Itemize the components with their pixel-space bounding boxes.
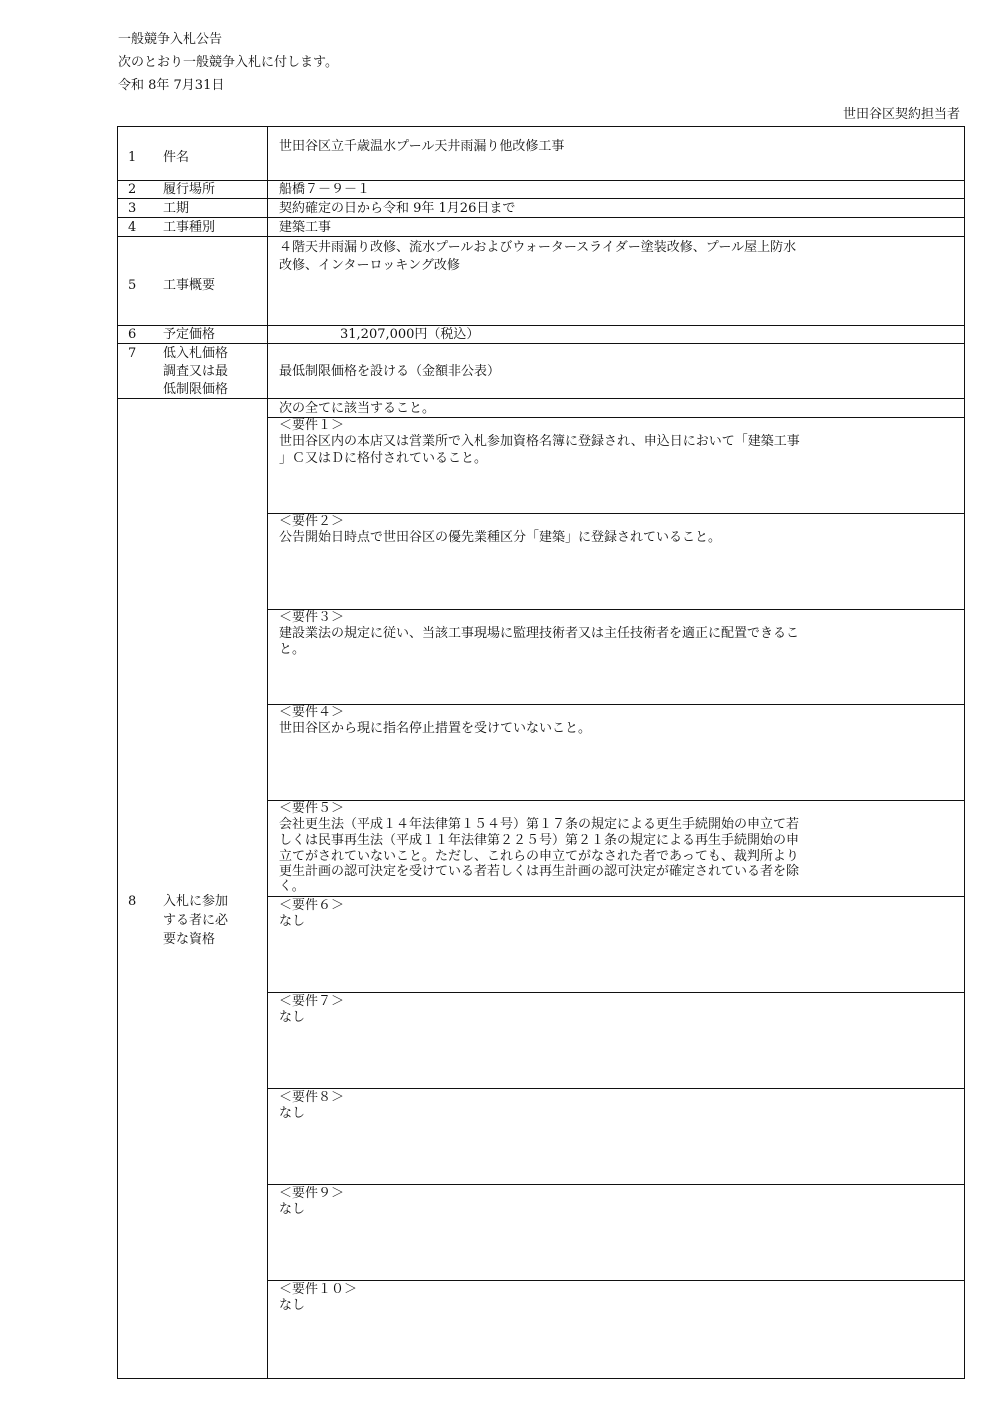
row-number: 3 xyxy=(128,201,137,216)
row-number: 2 xyxy=(128,182,137,197)
row-label-minimum-line2: 調査又は最 xyxy=(163,364,229,379)
requirement-7-line1: なし xyxy=(279,1010,306,1025)
requirement-8-label: ＜要件８＞ xyxy=(279,1090,345,1105)
requirement-divider xyxy=(267,1088,965,1089)
row-value-price: 31,207,000円（税込） xyxy=(340,327,480,342)
column-divider xyxy=(267,126,268,1379)
requirement-1-line2: 」Ｃ又はＤに格付されていること。 xyxy=(279,451,488,466)
notice-table xyxy=(117,126,965,1379)
row-value-overview-line1: ４階天井雨漏り改修、流水プールおよびウォータースライダー塗装改修、プール屋上防水 xyxy=(279,240,797,255)
requirement-9-line1: なし xyxy=(279,1202,306,1217)
notice-date: 令和 8年 7月31日 xyxy=(118,78,225,93)
requirement-divider xyxy=(267,609,965,610)
row-divider xyxy=(117,198,965,199)
row-value-type: 建築工事 xyxy=(279,220,332,235)
requirement-7-label: ＜要件７＞ xyxy=(279,994,345,1009)
row-label-price: 予定価格 xyxy=(163,327,216,342)
row-value-minimum: 最低制限価格を設ける（金額非公表） xyxy=(279,364,501,379)
requirement-divider xyxy=(267,417,965,418)
row-number: 4 xyxy=(128,220,137,235)
row-label-minimum-line1: 低入札価格 xyxy=(163,346,229,361)
row-label-title: 件名 xyxy=(163,150,190,165)
row-divider xyxy=(117,236,965,237)
qualification-label-line1: 入札に参加 xyxy=(163,894,229,909)
requirement-5-label: ＜要件５＞ xyxy=(279,801,345,816)
row-divider xyxy=(117,325,965,326)
requirement-4-label: ＜要件４＞ xyxy=(279,705,345,720)
qualification-lead: 次の全てに該当すること。 xyxy=(279,401,436,416)
row-divider xyxy=(117,217,965,218)
row-number: 7 xyxy=(128,346,137,361)
row-number: 5 xyxy=(128,278,137,293)
row-value-overview-line2: 改修、インターロッキング改修 xyxy=(279,258,460,273)
row-divider xyxy=(117,180,965,181)
requirement-divider xyxy=(267,704,965,705)
requirement-8-line1: なし xyxy=(279,1106,306,1121)
row-divider xyxy=(117,398,965,399)
row-number: 1 xyxy=(128,150,137,165)
row-value-period: 契約確定の日から令和 9年 1月26日まで xyxy=(279,201,516,216)
requirement-1-line1: 世田谷区内の本店又は営業所で入札参加資格名簿に登録され、申込日において「建築工事 xyxy=(279,434,800,449)
requirement-5-line2: しくは民事再生法（平成１１年法律第２２５号）第２１条の規定による再生手続開始の申 xyxy=(279,833,800,848)
row-label-period: 工期 xyxy=(163,201,190,216)
row-value-title: 世田谷区立千歳温水プール天井雨漏り他改修工事 xyxy=(279,139,565,154)
requirement-3-label: ＜要件３＞ xyxy=(279,610,345,625)
requirement-divider xyxy=(267,800,965,801)
requirement-5-line5: く。 xyxy=(279,879,305,894)
requirement-5-line3: 立てがされていないこと。ただし、これらの申立てがなされた者であっても、裁判所より xyxy=(279,849,799,864)
requirement-divider xyxy=(267,1184,965,1185)
requirement-4-line1: 世田谷区から現に指名停止措置を受けていないこと。 xyxy=(279,721,592,736)
requirement-3-line1: 建設業法の規定に従い、当該工事現場に監理技術者又は主任技術者を適正に配置できるこ xyxy=(279,626,800,641)
requirement-3-line2: と。 xyxy=(279,642,306,657)
notice-intro: 次のとおり一般競争入札に付します。 xyxy=(118,55,338,70)
requirement-divider xyxy=(267,1280,965,1281)
requirement-2-label: ＜要件２＞ xyxy=(279,514,345,529)
requirement-9-label: ＜要件９＞ xyxy=(279,1186,345,1201)
row-label-overview: 工事概要 xyxy=(163,278,216,293)
requirement-divider xyxy=(267,896,965,897)
requirement-divider xyxy=(267,513,965,514)
requirement-6-line1: なし xyxy=(279,914,306,929)
requirement-6-label: ＜要件６＞ xyxy=(279,898,345,913)
row-label-type: 工事種別 xyxy=(163,220,216,235)
requirement-1-label: ＜要件１＞ xyxy=(279,418,345,433)
requirement-5-line1: 会社更生法（平成１４年法律第１５４号）第１７条の規定による更生手続開始の申立て若 xyxy=(279,817,800,832)
notice-title: 一般競争入札公告 xyxy=(118,32,223,47)
contract-office: 世田谷区契約担当者 xyxy=(842,107,960,122)
row-value-location: 船橋７－９－１ xyxy=(279,182,371,197)
row-label-minimum-line3: 低制限価格 xyxy=(163,382,229,397)
row-number: 8 xyxy=(128,894,137,909)
row-divider xyxy=(117,343,965,344)
qualification-label-line3: 要な資格 xyxy=(163,932,216,947)
requirement-5-line4: 更生計画の認可決定を受けている者若しくは再生計画の認可決定が確定されている者を除 xyxy=(279,864,800,879)
requirement-divider xyxy=(267,992,965,993)
qualification-label-line2: する者に必 xyxy=(163,913,229,928)
requirement-10-label: ＜要件１０＞ xyxy=(279,1282,358,1297)
row-label-location: 履行場所 xyxy=(163,182,216,197)
row-number: 6 xyxy=(128,327,137,342)
requirement-2-line1: 公告開始日時点で世田谷区の優先業種区分「建築」に登録されていること。 xyxy=(279,530,722,545)
requirement-10-line1: なし xyxy=(279,1298,306,1313)
